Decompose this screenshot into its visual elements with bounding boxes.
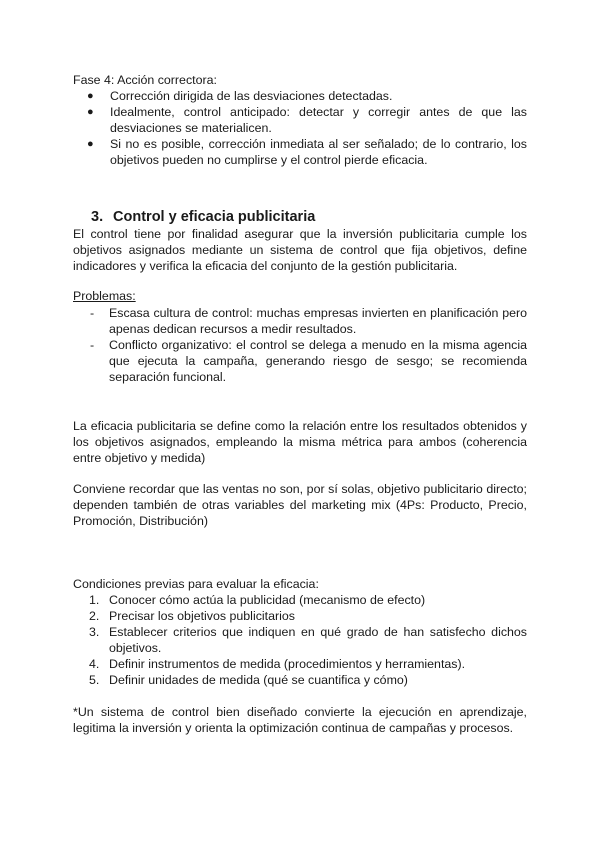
reminder-paragraph: Conviene recordar que las ventas no son, por sí solas, objetivo publicitario directo; dependen también de otras variables del marketing mix (4Ps: Producto, Precio, Promoción, Distribución) — [73, 482, 527, 528]
list-item: - Escasa cultura de control: muchas empresas invierten en planificación pero apenas dedican recursos a medir resultados. — [90, 306, 527, 336]
section-number: 3. — [91, 209, 104, 225]
phase4-list — [73, 88, 527, 168]
section-heading — [91, 208, 315, 226]
section-title: Control y eficacia publicitaria — [113, 209, 316, 225]
list-item: 2. Precisar los objetivos publicitarios — [89, 609, 295, 623]
list-item: ● Corrección dirigida de las desviaciones detectadas. — [87, 89, 393, 103]
list-item: 4. Definir instrumentos de medida (procedimientos y herramientas). — [89, 657, 466, 671]
bullet-icon: ● — [87, 106, 94, 118]
conditions-title: Condiciones previas para evaluar la eficacia: — [73, 577, 319, 591]
list-item: - Conflicto organizativo: el control se delega a menudo en la misma agencia que ejecuta la campaña, generando riesgo de sesgo; se recomienda separación funcional. — [90, 338, 527, 384]
list-item: 1. Conocer cómo actúa la publicidad (mecanismo de efecto) — [89, 593, 426, 607]
list-item: ● Idealmente, control anticipado: detectar y corregir antes de que las desviaciones se materialicen. — [87, 105, 527, 135]
phase4-title: Fase 4: Acción correctora: — [73, 73, 217, 87]
bullet-icon: ● — [87, 138, 94, 150]
list-item: 3. Establecer criterios que indiquen en qué grado de han satisfecho dichos objetivos. — [89, 625, 527, 655]
definition-paragraph: La eficacia publicitaria se define como la relación entre los resultados obtenidos y los objetivos asignados, empleando la misma métrica para ambos (coherencia entre objetivo y medida) — [73, 419, 527, 465]
dash-marker: - — [90, 338, 95, 352]
list-item: ● Si no es posible, corrección inmediata al ser señalado; de lo contrario, los objetivos pueden no cumplirse y el control pierde eficacia. — [87, 137, 527, 167]
conditions-list — [73, 592, 527, 688]
list-item: 5. Definir unidades de medida (qué se cuantifica y cómo) — [89, 673, 408, 687]
problems-list — [73, 305, 527, 385]
bullet-icon: ● — [87, 90, 94, 102]
dash-marker: - — [90, 306, 95, 320]
problems-label: Problemas: — [73, 289, 136, 303]
intro-paragraph: El control tiene por finalidad asegurar que la inversión publicitaria cumple los objetivos asignados mediante un sistema de control que fija objetivos, define indicadores y verifica la eficacia del conjunto de la gestión publicitaria. — [73, 227, 527, 273]
closing-note: *Un sistema de control bien diseñado convierte la ejecución en aprendizaje, legitima la inversión y orienta la optimización continua de campañas y procesos. — [73, 705, 527, 735]
